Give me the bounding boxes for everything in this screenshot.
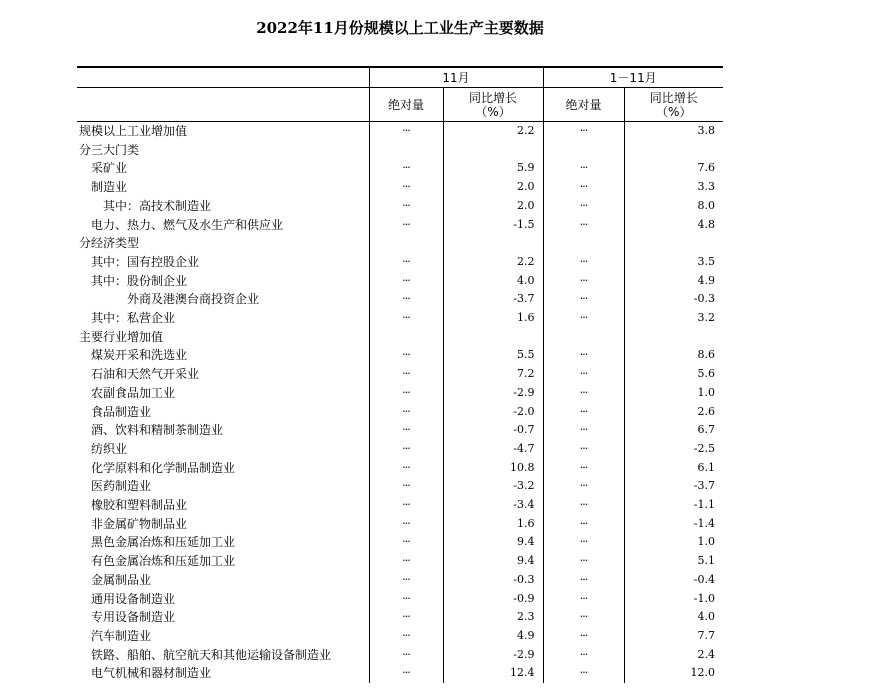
row-growth-jan-nov: -0.3 xyxy=(624,290,723,309)
row-abs-nov: ··· xyxy=(369,309,443,328)
row-abs-nov: ··· xyxy=(369,159,443,178)
row-abs-jan-nov: ··· xyxy=(543,515,624,534)
row-abs-jan-nov xyxy=(543,328,624,347)
row-growth-jan-nov: 8.6 xyxy=(624,346,723,365)
row-growth-nov: 12.4 xyxy=(443,664,543,683)
row-abs-nov xyxy=(369,141,443,160)
row-growth-jan-nov: 6.1 xyxy=(624,459,723,478)
row-name: 分三大门类 xyxy=(79,142,140,157)
row-abs-jan-nov: ··· xyxy=(543,646,624,665)
row-abs-nov: ··· xyxy=(369,122,443,141)
table-row xyxy=(77,421,723,440)
table-header xyxy=(77,67,723,122)
row-growth-nov xyxy=(443,328,543,347)
row-abs-nov: ··· xyxy=(369,216,443,235)
table-row xyxy=(77,365,723,384)
table-row xyxy=(77,122,723,141)
row-abs-jan-nov: ··· xyxy=(543,533,624,552)
row-abs-nov: ··· xyxy=(369,590,443,609)
row-abs-jan-nov: ··· xyxy=(543,627,624,646)
row-abs-nov: ··· xyxy=(369,272,443,291)
table-row xyxy=(77,552,723,571)
row-abs-nov: ··· xyxy=(369,646,443,665)
table-row xyxy=(77,384,723,403)
row-growth-jan-nov: 6.7 xyxy=(624,421,723,440)
row-growth-nov: 2.0 xyxy=(443,197,543,216)
row-abs-nov xyxy=(369,328,443,347)
row-name: 农副食品加工业 xyxy=(91,385,176,400)
row-growth-nov xyxy=(443,234,543,253)
row-growth-jan-nov xyxy=(624,328,723,347)
table-row xyxy=(77,403,723,422)
row-growth-jan-nov xyxy=(624,234,723,253)
row-abs-nov: ··· xyxy=(369,515,443,534)
row-abs-nov: ··· xyxy=(369,346,443,365)
table-row xyxy=(77,290,723,309)
row-growth-jan-nov: 4.9 xyxy=(624,272,723,291)
page-title: 2022年11月份规模以上工业生产主要数据 xyxy=(256,19,544,37)
table-row xyxy=(77,664,723,683)
row-growth-nov: 9.4 xyxy=(443,552,543,571)
row-abs-nov: ··· xyxy=(369,384,443,403)
row-abs-nov: ··· xyxy=(369,496,443,515)
header-growth-nov xyxy=(443,88,543,122)
row-growth-nov: -4.7 xyxy=(443,440,543,459)
table-row xyxy=(77,571,723,590)
row-abs-jan-nov: ··· xyxy=(543,552,624,571)
row-growth-nov: 2.2 xyxy=(443,122,543,141)
row-name: 外商及港澳台商投资企业 xyxy=(127,292,260,307)
row-name: 食品制造业 xyxy=(91,404,152,419)
table-row xyxy=(77,197,723,216)
table-row xyxy=(77,253,723,272)
row-abs-jan-nov: ··· xyxy=(543,496,624,515)
row-growth-jan-nov: 3.2 xyxy=(624,309,723,328)
row-abs-nov: ··· xyxy=(369,365,443,384)
row-name: 分经济类型 xyxy=(79,236,140,251)
table-row xyxy=(77,216,723,235)
row-name: 规模以上工业增加值 xyxy=(79,124,188,138)
row-abs-jan-nov: ··· xyxy=(543,384,624,403)
row-name: 煤炭开采和洗选业 xyxy=(91,348,188,363)
row-abs-nov: ··· xyxy=(369,290,443,309)
row-abs-nov: ··· xyxy=(369,421,443,440)
row-growth-jan-nov: 4.0 xyxy=(624,608,723,627)
row-growth-jan-nov: 1.0 xyxy=(624,533,723,552)
row-growth-jan-nov: -3.7 xyxy=(624,477,723,496)
row-growth-jan-nov: 1.0 xyxy=(624,384,723,403)
row-growth-jan-nov: 2.4 xyxy=(624,646,723,665)
row-growth-nov: 2.0 xyxy=(443,178,543,197)
row-name: 制造业 xyxy=(91,180,128,195)
row-growth-jan-nov: -1.0 xyxy=(624,590,723,609)
row-abs-nov: ··· xyxy=(369,552,443,571)
row-abs-jan-nov: ··· xyxy=(543,421,624,440)
row-abs-jan-nov: ··· xyxy=(543,664,624,683)
table-row xyxy=(77,178,723,197)
row-abs-nov: ··· xyxy=(369,664,443,683)
row-abs-jan-nov: ··· xyxy=(543,440,624,459)
table-row xyxy=(77,328,723,347)
row-abs-jan-nov: ··· xyxy=(543,290,624,309)
row-name: 石油和天然气开采业 xyxy=(91,367,200,382)
row-name: 化学原料和化学制品制造业 xyxy=(91,460,236,475)
row-abs-jan-nov: ··· xyxy=(543,403,624,422)
row-name: 其中：高技术制造业 xyxy=(103,198,212,213)
row-name: 汽车制造业 xyxy=(91,628,152,643)
row-growth-nov: 1.6 xyxy=(443,309,543,328)
row-name: 通用设备制造业 xyxy=(91,591,176,606)
table-row xyxy=(77,477,723,496)
row-abs-jan-nov: ··· xyxy=(543,459,624,478)
row-name: 其中：国有控股企业 xyxy=(91,254,200,269)
row-growth-nov: -0.7 xyxy=(443,421,543,440)
row-name: 其中：私营企业 xyxy=(91,311,176,326)
row-growth-nov: 2.3 xyxy=(443,608,543,627)
row-abs-nov: ··· xyxy=(369,197,443,216)
row-growth-nov: 4.0 xyxy=(443,272,543,291)
row-growth-jan-nov: 5.6 xyxy=(624,365,723,384)
row-growth-jan-nov: 5.1 xyxy=(624,552,723,571)
header-growth-nov-line1: 同比增长 xyxy=(468,90,517,105)
row-abs-nov: ··· xyxy=(369,440,443,459)
header-period-nov: 11月 xyxy=(369,67,543,88)
row-growth-jan-nov: -1.4 xyxy=(624,515,723,534)
row-name: 电气机械和器材制造业 xyxy=(91,666,212,681)
row-abs-jan-nov: ··· xyxy=(543,216,624,235)
row-growth-nov: -2.0 xyxy=(443,403,543,422)
table-body xyxy=(77,122,723,684)
row-growth-jan-nov: -1.1 xyxy=(624,496,723,515)
row-name: 金属制品业 xyxy=(91,572,152,587)
table-row xyxy=(77,533,723,552)
table-row xyxy=(77,496,723,515)
header-abs-nov: 绝对量 xyxy=(369,88,443,122)
row-abs-jan-nov: ··· xyxy=(543,122,624,141)
row-growth-jan-nov: 12.0 xyxy=(624,664,723,683)
row-name: 铁路、船舶、航空航天和其他运输设备制造业 xyxy=(91,647,332,662)
row-abs-jan-nov: ··· xyxy=(543,477,624,496)
row-growth-nov: -0.3 xyxy=(443,571,543,590)
row-abs-jan-nov: ··· xyxy=(543,178,624,197)
header-blank xyxy=(77,67,369,88)
row-growth-jan-nov xyxy=(624,141,723,160)
row-abs-jan-nov: ··· xyxy=(543,571,624,590)
row-growth-nov: 1.6 xyxy=(443,515,543,534)
data-table xyxy=(77,66,723,683)
row-abs-nov: ··· xyxy=(369,459,443,478)
header-growth-nov-line2: （%） xyxy=(475,104,511,119)
row-name: 纺织业 xyxy=(91,441,128,456)
table-row xyxy=(77,646,723,665)
row-name: 黑色金属冶炼和压延加工业 xyxy=(91,535,236,550)
row-abs-jan-nov: ··· xyxy=(543,365,624,384)
row-abs-jan-nov: ··· xyxy=(543,253,624,272)
header-growth-jan-nov-line2: （%） xyxy=(656,104,692,119)
row-name: 医药制造业 xyxy=(91,479,152,494)
row-growth-jan-nov: -0.4 xyxy=(624,571,723,590)
row-growth-nov xyxy=(443,141,543,160)
table-row xyxy=(77,627,723,646)
row-growth-nov: 10.8 xyxy=(443,459,543,478)
row-growth-jan-nov: 8.0 xyxy=(624,197,723,216)
row-growth-nov: 5.9 xyxy=(443,159,543,178)
row-abs-jan-nov: ··· xyxy=(543,272,624,291)
row-name: 电力、热力、燃气及水生产和供应业 xyxy=(91,217,284,232)
row-growth-jan-nov: 2.6 xyxy=(624,403,723,422)
row-growth-nov: 9.4 xyxy=(443,533,543,552)
row-growth-jan-nov: 3.8 xyxy=(624,122,723,141)
header-growth-jan-nov xyxy=(624,88,723,122)
row-growth-jan-nov: 3.5 xyxy=(624,253,723,272)
table-row xyxy=(77,346,723,365)
header-growth-jan-nov-line1: 同比增长 xyxy=(649,90,698,105)
row-name: 非金属矿物制品业 xyxy=(91,516,188,531)
row-growth-nov: -2.9 xyxy=(443,646,543,665)
row-name: 有色金属冶炼和压延加工业 xyxy=(91,554,236,569)
row-growth-jan-nov: 4.8 xyxy=(624,216,723,235)
row-growth-nov: 2.2 xyxy=(443,253,543,272)
row-abs-nov: ··· xyxy=(369,403,443,422)
row-abs-nov: ··· xyxy=(369,627,443,646)
row-name: 酒、饮料和精制茶制造业 xyxy=(91,423,224,438)
row-growth-nov: -0.9 xyxy=(443,590,543,609)
table-row xyxy=(77,141,723,160)
table-row xyxy=(77,272,723,291)
row-abs-jan-nov: ··· xyxy=(543,608,624,627)
table-row xyxy=(77,515,723,534)
header-period-jan-nov: 1－11月 xyxy=(543,67,723,88)
row-abs-nov: ··· xyxy=(369,178,443,197)
row-abs-jan-nov xyxy=(543,141,624,160)
table-row xyxy=(77,459,723,478)
row-abs-jan-nov: ··· xyxy=(543,309,624,328)
row-abs-nov: ··· xyxy=(369,253,443,272)
row-growth-nov: -3.7 xyxy=(443,290,543,309)
table-row xyxy=(77,159,723,178)
row-name: 其中：股份制企业 xyxy=(91,273,188,288)
row-growth-nov: -1.5 xyxy=(443,216,543,235)
row-abs-nov: ··· xyxy=(369,608,443,627)
row-name: 橡胶和塑料制品业 xyxy=(91,498,188,513)
row-abs-jan-nov: ··· xyxy=(543,159,624,178)
header-abs-jan-nov: 绝对量 xyxy=(543,88,624,122)
row-name: 主要行业增加值 xyxy=(79,329,164,344)
row-name: 专用设备制造业 xyxy=(91,610,176,625)
row-growth-jan-nov: -2.5 xyxy=(624,440,723,459)
row-abs-nov: ··· xyxy=(369,533,443,552)
row-abs-jan-nov: ··· xyxy=(543,590,624,609)
row-growth-nov: -3.2 xyxy=(443,477,543,496)
table-row xyxy=(77,440,723,459)
table-row xyxy=(77,608,723,627)
row-abs-nov xyxy=(369,234,443,253)
row-growth-nov: -2.9 xyxy=(443,384,543,403)
header-blank-2 xyxy=(77,88,369,122)
row-abs-jan-nov: ··· xyxy=(543,197,624,216)
row-abs-nov: ··· xyxy=(369,571,443,590)
row-abs-jan-nov: ··· xyxy=(543,346,624,365)
row-abs-jan-nov xyxy=(543,234,624,253)
table-row xyxy=(77,590,723,609)
row-growth-nov: 5.5 xyxy=(443,346,543,365)
row-growth-nov: -3.4 xyxy=(443,496,543,515)
row-abs-nov: ··· xyxy=(369,477,443,496)
table-row xyxy=(77,234,723,253)
row-name: 采矿业 xyxy=(91,161,128,176)
row-growth-jan-nov: 3.3 xyxy=(624,178,723,197)
row-growth-jan-nov: 7.7 xyxy=(624,627,723,646)
row-growth-jan-nov: 7.6 xyxy=(624,159,723,178)
row-growth-nov: 4.9 xyxy=(443,627,543,646)
row-growth-nov: 7.2 xyxy=(443,365,543,384)
table-row xyxy=(77,309,723,328)
